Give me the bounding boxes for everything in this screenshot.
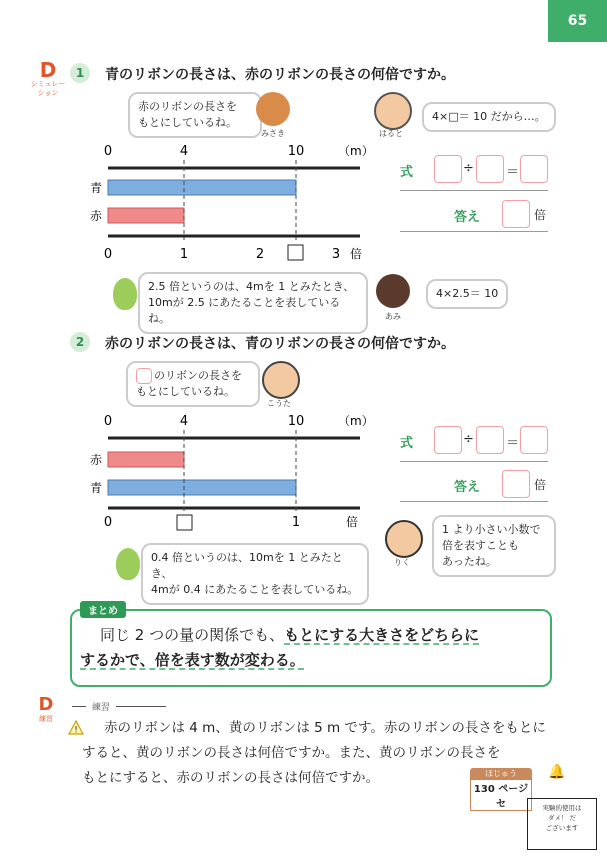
q1-answer-input[interactable] bbox=[502, 200, 530, 228]
summary-line-1 bbox=[100, 623, 479, 648]
warning-icon bbox=[68, 720, 84, 735]
practice-badge[interactable] bbox=[28, 696, 64, 724]
haruto-avatar bbox=[374, 92, 412, 130]
bubble-line: 10mが 2.5 にあたることを表しているね。 bbox=[148, 295, 341, 325]
speech-bubble-leaf-2 bbox=[141, 543, 369, 605]
q1-kotae-label: 答え bbox=[454, 210, 481, 225]
page-number: 65 bbox=[548, 0, 607, 42]
q2-ribbon-diagram bbox=[80, 410, 380, 535]
speech-bubble-misaki bbox=[128, 92, 262, 138]
bubble-line: 0.4 倍というのは、10mを 1 とみたとき、 bbox=[151, 551, 343, 580]
q2-row-blue: 青 bbox=[90, 481, 103, 495]
question-1-number: 1 bbox=[70, 63, 90, 83]
ami-avatar bbox=[376, 274, 410, 308]
practice-badge-letter: D bbox=[38, 694, 54, 715]
q2-answer-box[interactable] bbox=[177, 515, 192, 530]
q1-div-sign: ÷ bbox=[463, 161, 474, 176]
hojuu-label: ほじゅう bbox=[470, 768, 532, 779]
q1-ribbon-diagram bbox=[80, 140, 380, 265]
q2-bai-label: 倍 bbox=[534, 478, 547, 492]
q2-divider bbox=[400, 461, 548, 462]
speech-bubble-ami: 4×2.5＝ 10 bbox=[426, 279, 508, 309]
practice-line-1: 赤のリボンは 4 m、黄のリボンは 5 m です。赤のリボンの長さをもとに bbox=[104, 720, 546, 736]
q2-row-red: 赤 bbox=[90, 453, 103, 467]
svg-text:!: ! bbox=[74, 725, 78, 735]
leaf-character bbox=[116, 548, 140, 580]
q2-input-3[interactable] bbox=[520, 426, 548, 454]
speech-bubble-haruto: 4×□＝ 10 だから…。 bbox=[422, 102, 556, 132]
riku-name: りく bbox=[394, 558, 410, 567]
bubble-line: もとにしているね。 bbox=[136, 385, 235, 398]
practice-heading bbox=[72, 700, 166, 713]
summary-label: まとめ bbox=[80, 601, 126, 618]
question-2-text: 赤のリボンの長さは、青のリボンの長さの何倍ですか。 bbox=[105, 336, 455, 352]
corner-note-line: ダメ！ だ bbox=[547, 814, 577, 822]
misaki-avatar bbox=[256, 92, 290, 126]
q2-blue-bar bbox=[108, 480, 296, 495]
ami-name: あみ bbox=[385, 312, 401, 321]
q1-input-2[interactable] bbox=[476, 155, 504, 183]
summary-line-2 bbox=[80, 648, 305, 673]
q1-top-tick: 10 bbox=[287, 144, 305, 159]
bubble-line: もとにしているね。 bbox=[138, 115, 237, 129]
misaki-name: みさき bbox=[261, 129, 285, 138]
q2-eq-sign: ＝ bbox=[506, 436, 520, 451]
riku-avatar bbox=[385, 520, 423, 558]
q1-bottom-unit: 倍 bbox=[350, 247, 363, 261]
q1-bottom-tick: 1 bbox=[179, 247, 189, 262]
q2-top-tick: 4 bbox=[179, 414, 189, 429]
summary-plain: 同じ 2 つの量の関係でも、 bbox=[100, 626, 285, 644]
q1-blue-bar bbox=[108, 180, 296, 195]
q1-shiki-label: 式 bbox=[400, 165, 414, 180]
practice-heading-text: 練習 bbox=[92, 703, 111, 713]
summary-key-2: するかで、倍を表す数が変わる。 bbox=[80, 651, 305, 669]
question-2-number: 2 bbox=[70, 332, 90, 352]
q1-bottom-tick: 0 bbox=[103, 247, 113, 262]
q1-top-unit: （m） bbox=[338, 144, 374, 158]
simulation-badge[interactable] bbox=[28, 60, 68, 98]
q2-bottom-unit: 倍 bbox=[346, 515, 359, 529]
practice-line-3: もとにすると、赤のリボンの長さは何倍ですか。 bbox=[82, 770, 379, 786]
q1-row-blue: 青 bbox=[90, 181, 103, 195]
sim-badge-letter: D bbox=[39, 58, 57, 82]
q2-answer-input[interactable] bbox=[502, 470, 530, 498]
corner-note-line: 実験的使用は bbox=[542, 804, 582, 812]
haruto-name: はると bbox=[379, 129, 403, 138]
q2-shiki-label: 式 bbox=[400, 436, 414, 451]
q1-eq-sign: ＝ bbox=[506, 165, 520, 180]
q1-row-red: 赤 bbox=[90, 209, 103, 223]
sim-badge-caption-2: ション bbox=[37, 89, 59, 97]
q1-input-3[interactable] bbox=[520, 155, 548, 183]
practice-line-2: すると、黄のリボンの長さは何倍ですか。また、黄のリボンの長さを bbox=[82, 745, 501, 761]
q2-kotae-label: 答え bbox=[454, 480, 481, 495]
q1-divider bbox=[400, 231, 548, 232]
speech-bubble-kouta bbox=[126, 361, 260, 407]
kouta-name: こうた bbox=[267, 399, 291, 408]
corner-note-line: ございます bbox=[545, 824, 579, 832]
q1-bottom-tick: 3 bbox=[331, 247, 341, 262]
q2-divider bbox=[400, 501, 548, 502]
q2-bottom-tick: 1 bbox=[291, 515, 301, 530]
bubble-line: あったね。 bbox=[442, 554, 497, 568]
bubble-line bbox=[136, 368, 250, 384]
kouta-blank-box[interactable] bbox=[136, 368, 152, 384]
question-1-text: 青のリボンの長さは、赤のリボンの長さの何倍ですか。 bbox=[105, 67, 455, 83]
speech-bubble-leaf-1 bbox=[138, 272, 368, 334]
kouta-avatar bbox=[262, 361, 300, 399]
q1-red-bar bbox=[108, 208, 184, 223]
leaf-character bbox=[113, 278, 137, 310]
bubble-line: 1 より小さい小数で bbox=[442, 523, 541, 536]
q1-answer-box[interactable] bbox=[288, 245, 303, 260]
q2-top-tick: 10 bbox=[287, 414, 305, 429]
q1-bottom-tick: 2 bbox=[255, 247, 265, 262]
hojuu-tag[interactable] bbox=[470, 768, 532, 811]
corner-notice bbox=[527, 798, 597, 850]
q1-input-1[interactable] bbox=[434, 155, 462, 183]
sim-badge-caption-1: シミュレー bbox=[30, 80, 66, 88]
q2-bottom-tick: 0 bbox=[103, 515, 113, 530]
bubble-line: 2.5 倍というのは、4mを 1 とみたとき、 bbox=[148, 280, 355, 293]
q2-div-sign: ÷ bbox=[463, 432, 474, 447]
q1-top-tick: 4 bbox=[179, 144, 189, 159]
bell-icon: 🔔 bbox=[548, 764, 566, 780]
bubble-line: 4mが 0.4 にあたることを表しているね。 bbox=[151, 582, 359, 596]
q1-bai-label: 倍 bbox=[534, 208, 547, 222]
speech-bubble-riku bbox=[432, 515, 556, 577]
practice-badge-caption: 練習 bbox=[39, 715, 53, 723]
summary-key-1: もとにする大きさをどちらに bbox=[284, 626, 480, 644]
bubble-text: のリボンの長さを bbox=[154, 369, 242, 383]
q2-input-2[interactable] bbox=[476, 426, 504, 454]
bubble-line: 倍を表すことも bbox=[442, 538, 519, 552]
hojuu-page: 130 ページセ bbox=[470, 779, 532, 811]
q1-top-tick: 0 bbox=[103, 144, 113, 159]
q2-red-bar bbox=[108, 452, 184, 467]
q1-divider bbox=[400, 190, 548, 191]
bubble-line: 赤のリボンの長さを bbox=[138, 100, 237, 113]
q2-input-1[interactable] bbox=[434, 426, 462, 454]
q2-top-tick: 0 bbox=[103, 414, 113, 429]
q2-top-unit: （m） bbox=[338, 414, 374, 428]
